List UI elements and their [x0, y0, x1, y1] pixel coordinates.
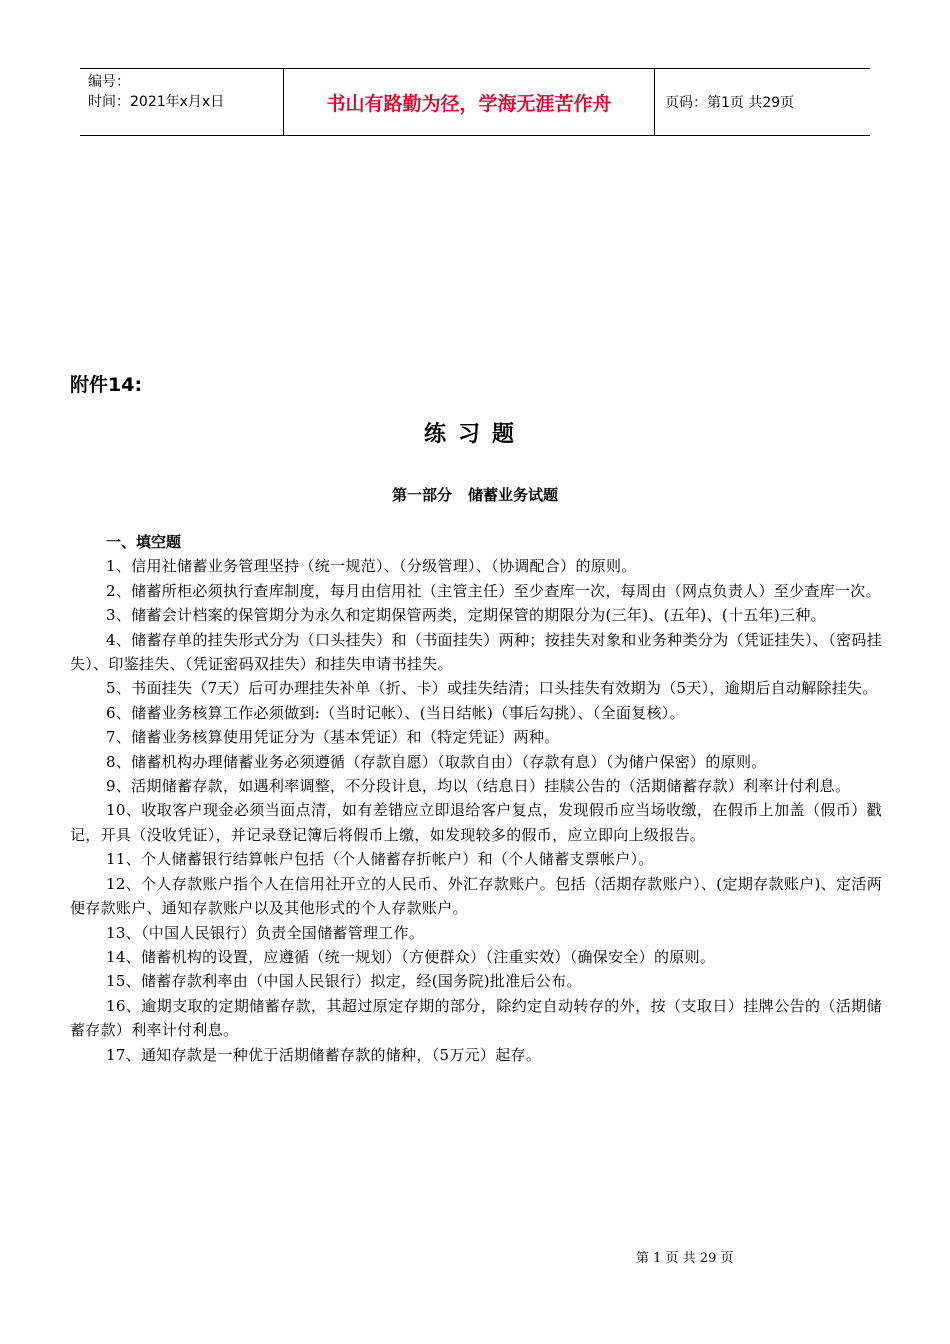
serial-label: 编号： [88, 74, 130, 90]
question-item: 12、个人存款账户指个人在信用社开立的人民币、外汇存款账户。包括（活期存款账户）、(定期存款账户)、定活两便存款账户、通知存款账户以及其他形式的个人存款账户。 [70, 874, 882, 918]
section-heading: 一、填空题 [106, 533, 182, 551]
question-item: 13、（中国人民银行）负责全国储蓄管理工作。 [106, 923, 425, 942]
page-header-table [80, 68, 870, 136]
question-item: 14、储蓄机构的设置，应遵循（统一规划）（方便群众）（注重实效）（确保安全）的原则。 [106, 947, 716, 966]
question-item: 4、储蓄存单的挂失形式分为（口头挂失）和（书面挂失）两种；按挂失对象和业务种类分为（凭证挂失）、（密码挂失）、印鉴挂失、（凭证密码双挂失）和挂失申请书挂失。 [70, 630, 882, 674]
date-label: 时间：2021年x月x日 [88, 94, 225, 110]
header-meta [80, 69, 283, 135]
question-item: 5、书面挂失（7天）后可办理挂失补单（折、卡）或挂失结清；口头挂失有效期为（5天），逾期后自动解除挂失。 [106, 679, 878, 698]
question-item: 6、储蓄业务核算工作必须做到:（当时记帐）、(当日结帐)（事后勾挑）、（全面复核）。 [106, 703, 685, 722]
page-footer: 第 1 页 共 29 页 [636, 1251, 734, 1266]
question-item: 8、储蓄机构办理储蓄业务必须遵循（存款自愿）（取款自由）（存款有息）（为储户保密）的原则。 [106, 752, 767, 771]
part-name: 储蓄业务试题 [468, 486, 559, 504]
question-item: 15、储蓄存款利率由（中国人民银行）拟定，经(国务院)批准后公布。 [106, 972, 582, 991]
question-item: 9、活期储蓄存款，如遇利率调整，不分段计息，均以（结息日）挂牍公告的（活期储蓄存款）利率计付利息。 [106, 777, 851, 796]
question-item: 2、储蓄所柜必须执行查库制度，每月由信用社（主管主任）至少查库一次，每周由（网点负责人）至少查库一次。 [106, 581, 881, 600]
header-page-info: 页码：第1页 共29页 [665, 95, 795, 111]
question-list [70, 530, 882, 1067]
part-number: 第一部分 [391, 486, 452, 504]
question-item: 1、信用社储蓄业务管理坚持（统一规范）、（分级管理）、（协调配合）的原则。 [106, 557, 637, 576]
question-item: 10、收取客户现金必须当面点清，如有差错应立即退给客户复点，发现假币应当场收缴，在假币上加盖（假币）戳记，开具（没收凭证），并记录登记簿后将假币上缴，如发现较多的假币，应立即向上级报告。 [70, 801, 882, 844]
question-item: 16、逾期支取的定期储蓄存款，其超过原定存期的部分，除约定自动转存的外，按（支取日）挂牌公告的（活期储蓄存款）利率计付利息。 [70, 996, 882, 1040]
page-title: 练习题 [423, 422, 526, 447]
attachment-label: 附件14: [70, 374, 143, 396]
question-item: 11、个人储蓄银行结算帐户包括（个人储蓄存折帐户）和（个人储蓄支票帐户）。 [106, 850, 654, 869]
part-title [0, 484, 950, 505]
question-item: 17、通知存款是一种优于活期储蓄存款的储种，（5万元）起存。 [106, 1045, 542, 1064]
question-item: 7、储蓄业务核算使用凭证分为（基本凭证）和（特定凭证）两种。 [106, 728, 560, 747]
header-motto: 书山有路勤为径，学海无涯苦作舟 [283, 69, 655, 135]
question-item: 3、储蓄会计档案的保管期分为永久和定期保管两类，定期保管的期限分为(三年)、(五年)、(十五年)三种。 [106, 606, 826, 625]
